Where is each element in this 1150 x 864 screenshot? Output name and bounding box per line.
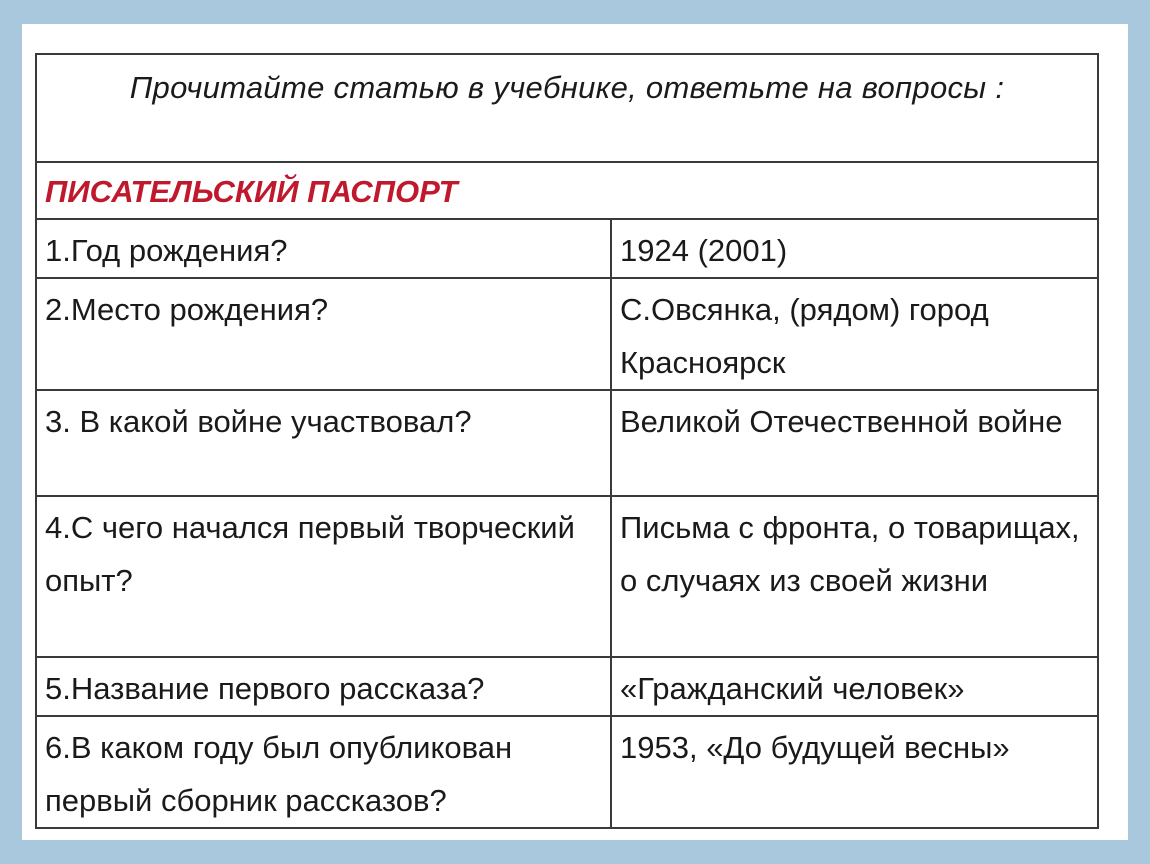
- instruction-row: [36, 54, 1098, 162]
- section-title-row: [36, 162, 1098, 219]
- answer-cell: 1924 (2001): [611, 219, 1098, 278]
- answer-cell: Письма с фронта, о товарищах, о случаях из своей жизни: [611, 496, 1098, 657]
- answer-cell: Великой Отечественной войне: [611, 390, 1098, 496]
- table-row: [36, 219, 1098, 278]
- table-row: [36, 496, 1098, 657]
- table-row: [36, 657, 1098, 716]
- table-row: [36, 716, 1098, 828]
- question-cell: 2.Место рождения?: [36, 278, 611, 390]
- answer-cell: 1953, «До будущей весны»: [611, 716, 1098, 828]
- instruction-text: Прочитайте статью в учебнике, ответьте на вопросы :: [36, 54, 1098, 162]
- table-row: [36, 390, 1098, 496]
- answer-cell: «Гражданский человек»: [611, 657, 1098, 716]
- question-cell: 6.В каком году был опубликован первый сборник рассказов?: [36, 716, 611, 828]
- table-row: [36, 278, 1098, 390]
- section-title: ПИСАТЕЛЬСКИЙ ПАСПОРТ: [36, 162, 1098, 219]
- answer-cell: С.Овсянка, (рядом) город Красноярск: [611, 278, 1098, 390]
- question-cell: 4.С чего начался первый творческий опыт?: [36, 496, 611, 657]
- writer-passport-table: [35, 53, 1099, 829]
- question-cell: 3. В какой войне участвовал?: [36, 390, 611, 496]
- question-cell: 5.Название первого рассказа?: [36, 657, 611, 716]
- slide: [22, 24, 1128, 840]
- question-cell: 1.Год рождения?: [36, 219, 611, 278]
